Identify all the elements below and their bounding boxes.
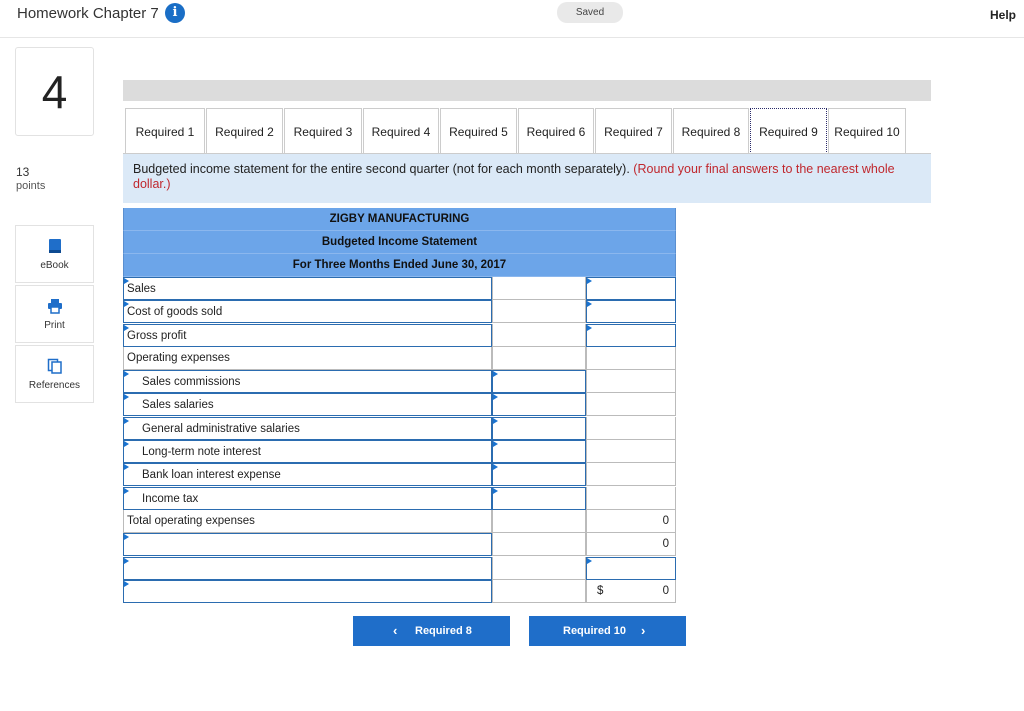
table-row [123,510,676,533]
table-cell [492,580,586,603]
income-statement-table [123,208,676,603]
next-required-button[interactable] [529,616,686,646]
final-total-cell [586,580,676,603]
rounding-note: (Round your final answers to the nearest whole dollar.) [133,162,895,191]
table-cell [586,370,676,393]
table-row [123,277,676,300]
blank-label-input-1[interactable] [123,533,492,556]
sales-salaries-amount-input[interactable] [492,393,586,416]
table-row [123,557,676,580]
chevron-right-icon: › [641,623,646,638]
tab-required-6[interactable]: Required 6 [518,108,594,154]
table-row [123,324,676,347]
long-term-interest-label-input[interactable]: Long-term note interest [123,440,492,463]
table-cell [586,347,676,370]
blank-label-input-3[interactable] [123,580,492,603]
table-cell [492,277,586,300]
gross-profit-amount-input[interactable] [586,324,676,347]
sales-salaries-label-input[interactable]: Sales salaries [123,393,492,416]
table-row [123,347,676,370]
sales-label-input[interactable]: Sales [123,277,492,300]
next-button-label: Required 10 [563,625,626,637]
table-cell [492,557,586,580]
table-cell [492,324,586,347]
bank-loan-interest-amount-input[interactable] [492,463,586,486]
blank-row-value-1: 0 [586,533,676,556]
table-row [123,487,676,510]
table-cell [492,347,586,370]
table-row [123,463,676,486]
help-link[interactable]: Help [989,8,1016,22]
points-label: points [16,180,46,192]
top-header [0,0,1024,38]
saved-status-badge: Saved [557,2,623,23]
tab-required-7[interactable]: Required 7 [595,108,672,154]
table-row [123,580,676,603]
long-term-interest-amount-input[interactable] [492,440,586,463]
table-row [123,370,676,393]
income-tax-amount-input[interactable] [492,487,586,510]
bank-loan-interest-label-input[interactable]: Bank loan interest expense [123,463,492,486]
blank-amount-input-2[interactable] [586,557,676,580]
tab-required-3[interactable]: Required 3 [284,108,362,154]
references-icon [47,358,63,374]
table-row [123,533,676,556]
book-icon [47,238,63,254]
prev-button-label: Required 8 [415,625,472,637]
statement-period: For Three Months Ended June 30, 2017 [123,254,676,277]
table-row [123,393,676,416]
table-cell [586,417,676,440]
table-cell [586,463,676,486]
sales-amount-input[interactable] [586,277,676,300]
tab-required-5[interactable]: Required 5 [440,108,517,154]
tab-required-10[interactable]: Required 10 [828,108,906,154]
table-row [123,440,676,463]
blank-label-input-2[interactable] [123,557,492,580]
sales-commissions-amount-input[interactable] [492,370,586,393]
tab-required-9[interactable]: Required 9 [750,108,827,154]
cogs-label-input[interactable]: Cost of goods sold [123,300,492,323]
table-cell [492,300,586,323]
references-label: References [28,380,81,391]
table-cell [492,533,586,556]
instruction-panel [123,154,931,203]
currency-symbol: $ [597,584,604,597]
general-admin-salaries-amount-input[interactable] [492,417,586,440]
points-value: 13 [16,165,30,179]
operating-expenses-label: Operating expenses [123,347,492,370]
table-row [123,300,676,323]
table-cell [586,440,676,463]
total-operating-expenses-value: 0 [586,510,676,533]
final-total-value: 0 [662,584,669,597]
cogs-amount-input[interactable] [586,300,676,323]
table-cell [492,510,586,533]
ebook-label: eBook [40,260,69,271]
statement-title: Budgeted Income Statement [123,231,676,254]
tab-required-8[interactable]: Required 8 [673,108,749,154]
info-icon[interactable]: i [165,3,185,23]
total-operating-expenses-label: Total operating expenses [123,510,492,533]
tab-required-1[interactable]: Required 1 [125,108,205,154]
question-header-bar [123,80,931,101]
tab-required-4[interactable]: Required 4 [363,108,439,154]
print-label: Print [44,320,65,331]
sales-commissions-label-input[interactable]: Sales commissions [123,370,492,393]
general-admin-salaries-label-input[interactable]: General administrative salaries [123,417,492,440]
prev-required-button[interactable] [353,616,510,646]
table-cell [586,487,676,510]
table-cell [586,393,676,416]
gross-profit-label-input[interactable]: Gross profit [123,324,492,347]
instruction-text: Budgeted income statement for the entire second quarter (not for each month separately). [133,162,630,176]
ebook-button[interactable] [15,225,94,283]
income-tax-label-input[interactable]: Income tax [123,487,492,510]
chevron-left-icon: ‹ [393,623,398,638]
table-row [123,417,676,440]
company-name: ZIGBY MANUFACTURING [123,208,676,231]
assignment-title: Homework Chapter 7 [17,5,159,22]
print-button[interactable] [15,285,94,343]
tab-required-2[interactable]: Required 2 [206,108,283,154]
printer-icon [47,298,63,314]
references-button[interactable] [15,345,94,403]
question-number: 4 [15,47,94,136]
